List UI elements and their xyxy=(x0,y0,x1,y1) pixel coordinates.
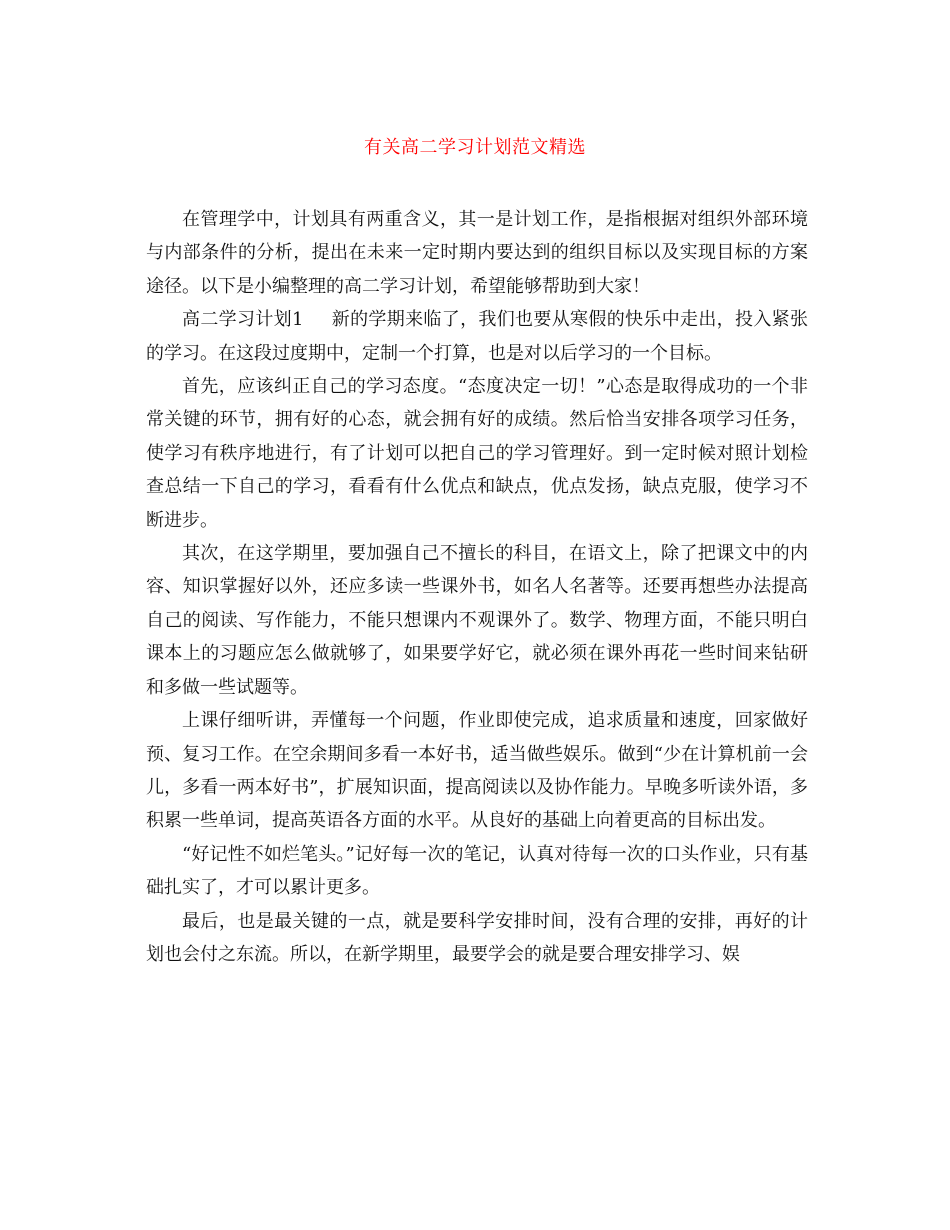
paragraph-subjects: 其次，在这学期里，要加强自己不擅长的科目，在语文上，除了把课文中的内容、知识掌握好以外，还应多读一些课外书，如名人名著等。还要再想些办法提高自己的阅读、写作能力，不能只想课内不观课外了。数学、物理方面，不能只明白课本上的习题应怎么做就够了，如果要学好它，就必须在课外再花一些时间来钻研和多做一些试题等。 xyxy=(146,543,808,698)
paragraph-class: 上课仔细听讲，弄懂每一个问题，作业即使完成，追求质量和速度，回家做好预、复习工作。在空余期间多看一本好书，适当做些娱乐。做到“少在计算机前一会儿，多看一两本好书”，扩展知识面，提高阅读以及协作能力。早晚多听读外语，多积累一些单词，提高英语各方面的水平。从良好的基础上向着更高的目标出发。 xyxy=(146,710,808,832)
paragraph-notes: “好记性不如烂笔头。”记好每一次的笔记，认真对待每一次的口头作业，只有基础扎实了，才可以累计更多。 xyxy=(146,843,808,899)
paragraph-plan-1 xyxy=(146,303,808,370)
document-title: 有关高二学习计划范文精选 xyxy=(364,137,586,158)
section-text: 新的学期来临了，我们也要从寒假的快乐中走出，投入紧张的学习。在这段过度期中，定制一个打算，也是对以后学习的一个目标。 xyxy=(146,309,809,364)
paragraph-intro: 在管理学中，计划具有两重含义，其一是计划工作，是指根据对组织外部环境与内部条件的分析，提出在未来一定时期内要达到的组织目标以及实现目标的方案途径。以下是小编整理的高二学习计划，希望能够帮助到大家！ xyxy=(146,209,808,297)
document-body xyxy=(146,203,808,971)
section-heading: 高二学习计划1 xyxy=(182,309,304,331)
paragraph-time: 最后，也是最关键的一点，就是要科学安排时间，没有合理的安排，再好的计划也会付之东流。所以，在新学期里，最要学会的就是要合理安排学习、娱 xyxy=(146,910,808,965)
paragraph-attitude: 首先，应该纠正自己的学习态度。“态度决定一切！”心态是取得成功的一个非常关键的环节，拥有好的心态，就会拥有好的成绩。然后恰当安排各项学习任务，使学习有秩序地进行，有了计划可以把自己的学习管理好。到一定时候对照计划检查总结一下自己的学习，看看有什么优点和缺点，优点发扬，缺点克服，使学习不断进步。 xyxy=(146,376,808,531)
